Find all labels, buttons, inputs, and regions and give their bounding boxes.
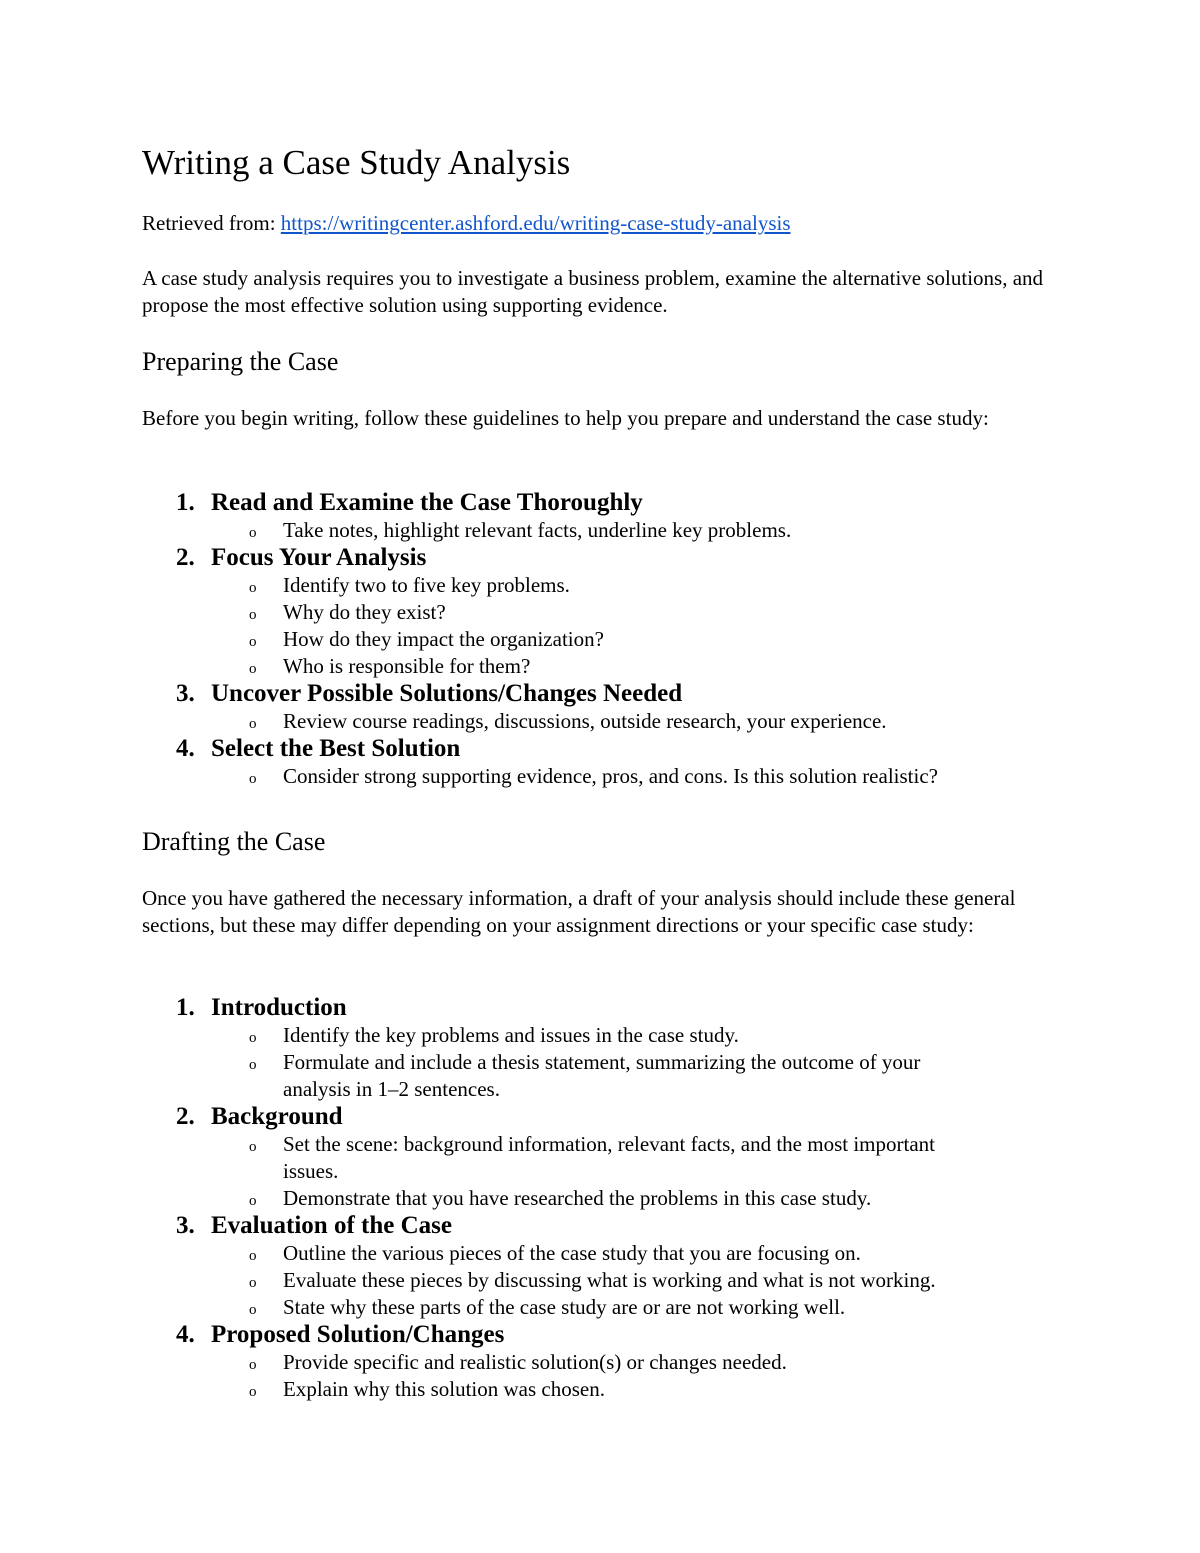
list-item-number: 2. (176, 1103, 195, 1130)
sub-list-text: Formulate and include a thesis statement, summarizing the outcome of your analysis in 1–2 sentences. (283, 1050, 921, 1101)
sub-list-text: Set the scene: background information, relevant facts, and the most important issues. (283, 1132, 935, 1183)
sub-list (142, 1240, 1052, 1321)
sub-list-item (142, 763, 943, 790)
sub-list-text: Who is responsible for them? (283, 654, 531, 678)
list-item-number: 3. (176, 1212, 195, 1239)
preparing-intro: Before you begin writing, follow these guidelines to help you prepare and understand the case study: (142, 406, 989, 430)
sub-list (142, 1349, 1052, 1403)
sub-list (142, 517, 1052, 544)
sub-list (142, 572, 1052, 680)
sub-list-text: Consider strong supporting evidence, pros, and cons. Is this solution realistic? (283, 764, 938, 788)
circle-bullet-icon: o (249, 1275, 257, 1291)
source-prefix: Retrieved from: (142, 211, 281, 235)
sub-list-item (142, 1049, 943, 1103)
list-item (142, 735, 1052, 790)
circle-bullet-icon: o (249, 525, 257, 541)
sub-list-item (142, 1349, 943, 1376)
circle-bullet-icon: o (249, 634, 257, 650)
circle-bullet-icon: o (249, 580, 257, 596)
list-item (142, 1103, 1052, 1212)
circle-bullet-icon: o (249, 1057, 257, 1073)
preparing-list (142, 489, 1052, 790)
list-item (142, 544, 1052, 680)
list-item-heading (142, 1321, 1052, 1349)
circle-bullet-icon: o (249, 1193, 257, 1209)
sub-list-text: Outline the various pieces of the case study that you are focusing on. (283, 1241, 861, 1265)
list-item-number: 1. (176, 489, 195, 516)
sub-list-item (142, 653, 943, 680)
list-item-number: 4. (176, 735, 195, 762)
sub-list-text: How do they impact the organization? (283, 627, 604, 651)
drafting-list (142, 994, 1052, 1403)
sub-list-item (142, 626, 943, 653)
section-heading-preparing: Preparing the Case (142, 347, 339, 376)
sub-list-text: Why do they exist? (283, 600, 446, 624)
list-item-label: Uncover Possible Solutions/Changes Needed (211, 680, 683, 707)
list-item-heading (142, 489, 1052, 517)
sub-list-item (142, 1267, 943, 1294)
list-item-label: Evaluation of the Case (211, 1212, 452, 1239)
list-item-heading (142, 680, 1052, 708)
list-item-label: Proposed Solution/Changes (211, 1321, 505, 1348)
list-item-label: Select the Best Solution (211, 735, 461, 762)
sub-list-item (142, 1376, 943, 1403)
sub-list-text: Explain why this solution was chosen. (283, 1377, 605, 1401)
list-item (142, 1212, 1052, 1321)
circle-bullet-icon: o (249, 1302, 257, 1318)
list-item-label: Focus Your Analysis (211, 544, 427, 571)
circle-bullet-icon: o (249, 1384, 257, 1400)
list-item (142, 994, 1052, 1103)
list-item (142, 680, 1052, 735)
circle-bullet-icon: o (249, 1248, 257, 1264)
sub-list-text: Review course readings, discussions, outside research, your experience. (283, 709, 887, 733)
circle-bullet-icon: o (249, 661, 257, 677)
sub-list-item (142, 1131, 943, 1185)
sub-list-item (142, 1022, 943, 1049)
drafting-intro: Once you have gathered the necessary information, a draft of your analysis should include these general sections, but these may differ depending on your assignment directions or your specific case study: (142, 886, 1016, 937)
list-item-number: 1. (176, 994, 195, 1021)
sub-list-item (142, 1294, 943, 1321)
sub-list (142, 708, 1052, 735)
source-link[interactable]: https://writingcenter.ashford.edu/writing-case-study-analysis (280, 211, 791, 235)
list-item-heading (142, 1103, 1052, 1131)
list-item-label: Read and Examine the Case Thoroughly (211, 489, 643, 516)
intro-paragraph: A case study analysis requires you to investigate a business problem, examine the alternative solutions, and propose the most effective solution using supporting evidence. (142, 266, 1044, 317)
list-item-heading (142, 735, 1052, 763)
sub-list-text: Take notes, highlight relevant facts, underline key problems. (283, 518, 792, 542)
sub-list (142, 1022, 1052, 1103)
sub-list-text: Identify two to five key problems. (283, 573, 570, 597)
circle-bullet-icon: o (249, 1030, 257, 1046)
page-title: Writing a Case Study Analysis (142, 143, 571, 182)
sub-list-item (142, 708, 943, 735)
sub-list-item (142, 572, 943, 599)
sub-list-item (142, 517, 943, 544)
list-item-heading (142, 544, 1052, 572)
section-heading-drafting: Drafting the Case (142, 827, 326, 856)
circle-bullet-icon: o (249, 1357, 257, 1373)
sub-list-text: State why these parts of the case study are or are not working well. (283, 1295, 846, 1319)
sub-list (142, 763, 1052, 790)
list-item-label: Background (211, 1103, 343, 1130)
list-item-number: 2. (176, 544, 195, 571)
list-item-heading (142, 994, 1052, 1022)
list-item (142, 489, 1052, 544)
circle-bullet-icon: o (249, 607, 257, 623)
circle-bullet-icon: o (249, 1139, 257, 1155)
sub-list-item (142, 1240, 943, 1267)
sub-list-text: Evaluate these pieces by discussing what is working and what is not working. (283, 1268, 936, 1292)
sub-list-text: Identify the key problems and issues in the case study. (283, 1023, 739, 1047)
circle-bullet-icon: o (249, 716, 257, 732)
source-line (142, 208, 791, 238)
list-item (142, 1321, 1052, 1403)
sub-list-item (142, 599, 943, 626)
circle-bullet-icon: o (249, 771, 257, 787)
sub-list-item (142, 1185, 943, 1212)
list-item-number: 4. (176, 1321, 195, 1348)
list-item-heading (142, 1212, 1052, 1240)
list-item-number: 3. (176, 680, 195, 707)
sub-list (142, 1131, 1052, 1212)
sub-list-text: Provide specific and realistic solution(s) or changes needed. (283, 1350, 787, 1374)
sub-list-text: Demonstrate that you have researched the problems in this case study. (283, 1186, 872, 1210)
list-item-label: Introduction (211, 994, 347, 1021)
